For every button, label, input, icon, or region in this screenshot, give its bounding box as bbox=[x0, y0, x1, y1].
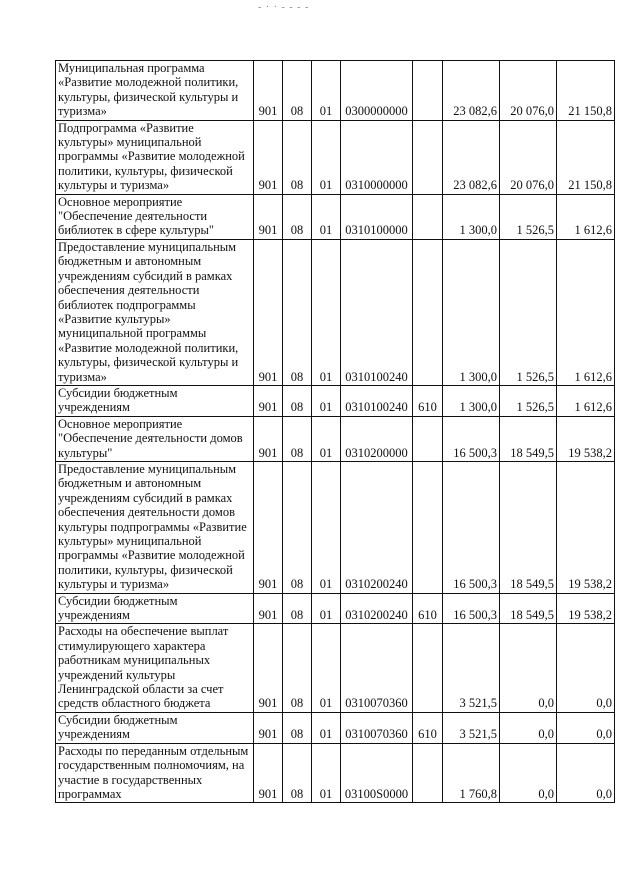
rz-cell: 08 bbox=[283, 593, 312, 624]
vr-cell bbox=[413, 61, 443, 121]
vr-cell: 610 bbox=[413, 593, 443, 624]
year3-cell: 21 150,8 bbox=[557, 61, 615, 121]
rz-cell: 08 bbox=[283, 624, 312, 712]
year2-cell: 18 549,5 bbox=[500, 593, 557, 624]
csr-cell: 0310070360 bbox=[341, 624, 413, 712]
vr-cell: 610 bbox=[413, 712, 443, 743]
row-name-cell: Субсидии бюджетным учреждениям bbox=[56, 593, 254, 624]
gr-cell: 901 bbox=[254, 194, 283, 239]
row-name-cell: Расходы на обеспечение выплат стимулирующего характера работникам муниципальных учреждений культуры Ленинградской области за счет средств областного бюджета bbox=[56, 624, 254, 712]
gr-cell: 901 bbox=[254, 712, 283, 743]
gr-cell: 901 bbox=[254, 624, 283, 712]
vr-cell bbox=[413, 743, 443, 803]
year3-cell: 0,0 bbox=[557, 743, 615, 803]
year1-cell: 16 500,3 bbox=[443, 461, 500, 593]
year1-cell: 16 500,3 bbox=[443, 593, 500, 624]
csr-cell: 0310070360 bbox=[341, 712, 413, 743]
gr-cell: 901 bbox=[254, 61, 283, 121]
row-name-cell: Подпрограмма «Развитие культуры» муниципальной программы «Развитие молодежной политики, культуры, физической культуры и туризма» bbox=[56, 120, 254, 194]
year1-cell: 16 500,3 bbox=[443, 416, 500, 461]
csr-cell: 0310100000 bbox=[341, 194, 413, 239]
rz-cell: 08 bbox=[283, 461, 312, 593]
pr-cell: 01 bbox=[312, 61, 341, 121]
vr-cell: 610 bbox=[413, 385, 443, 416]
csr-cell: 0310200240 bbox=[341, 461, 413, 593]
table-row bbox=[56, 712, 615, 743]
row-name-cell: Основное мероприятие "Обеспечение деятельности библиотек в сфере культуры" bbox=[56, 194, 254, 239]
vr-cell bbox=[413, 624, 443, 712]
row-name-cell: Муниципальная программа «Развитие молодежной политики, культуры, физической культуры и туризма» bbox=[56, 61, 254, 121]
row-name-cell: Основное мероприятие "Обеспечение деятельности домов культуры" bbox=[56, 416, 254, 461]
csr-cell: 03100S0000 bbox=[341, 743, 413, 803]
csr-cell: 0310200000 bbox=[341, 416, 413, 461]
gr-cell: 901 bbox=[254, 593, 283, 624]
pr-cell: 01 bbox=[312, 624, 341, 712]
row-name-cell: Субсидии бюджетным учреждениям bbox=[56, 385, 254, 416]
year2-cell: 0,0 bbox=[500, 712, 557, 743]
year1-cell: 1 300,0 bbox=[443, 385, 500, 416]
year2-cell: 0,0 bbox=[500, 743, 557, 803]
vr-cell bbox=[413, 461, 443, 593]
year3-cell: 21 150,8 bbox=[557, 120, 615, 194]
pr-cell: 01 bbox=[312, 194, 341, 239]
vr-cell bbox=[413, 239, 443, 385]
rz-cell: 08 bbox=[283, 712, 312, 743]
year2-cell: 1 526,5 bbox=[500, 385, 557, 416]
year3-cell: 19 538,2 bbox=[557, 593, 615, 624]
vr-cell bbox=[413, 194, 443, 239]
gr-cell: 901 bbox=[254, 416, 283, 461]
gr-cell: 901 bbox=[254, 743, 283, 803]
year1-cell: 1 760,8 bbox=[443, 743, 500, 803]
gr-cell: 901 bbox=[254, 385, 283, 416]
rz-cell: 08 bbox=[283, 120, 312, 194]
pr-cell: 01 bbox=[312, 239, 341, 385]
year1-cell: 23 082,6 bbox=[443, 61, 500, 121]
table-row bbox=[56, 593, 615, 624]
year1-cell: 1 300,0 bbox=[443, 194, 500, 239]
rz-cell: 08 bbox=[283, 385, 312, 416]
table-row bbox=[56, 743, 615, 803]
csr-cell: 0310000000 bbox=[341, 120, 413, 194]
rz-cell: 08 bbox=[283, 239, 312, 385]
rz-cell: 08 bbox=[283, 743, 312, 803]
pr-cell: 01 bbox=[312, 712, 341, 743]
budget-table bbox=[55, 60, 615, 803]
pr-cell: 01 bbox=[312, 385, 341, 416]
table-row bbox=[56, 461, 615, 593]
table-row bbox=[56, 120, 615, 194]
table-row bbox=[56, 194, 615, 239]
vr-cell bbox=[413, 416, 443, 461]
year2-cell: 0,0 bbox=[500, 624, 557, 712]
year2-cell: 1 526,5 bbox=[500, 194, 557, 239]
pr-cell: 01 bbox=[312, 461, 341, 593]
table-row bbox=[56, 416, 615, 461]
year3-cell: 0,0 bbox=[557, 624, 615, 712]
table-row bbox=[56, 385, 615, 416]
csr-cell: 0310100240 bbox=[341, 385, 413, 416]
row-name-cell: Предоставление муниципальным бюджетным и автономным учреждениям субсидий в рамках обеспечения деятельности библиотек подпрограммы «Развитие культуры» муниципальной программы «Развитие молодежной политики, культуры, физической культуры и туризма» bbox=[56, 239, 254, 385]
year3-cell: 19 538,2 bbox=[557, 416, 615, 461]
year2-cell: 20 076,0 bbox=[500, 61, 557, 121]
row-name-cell: Расходы по переданным отдельным государственным полномочиям, на участие в государственных программах bbox=[56, 743, 254, 803]
table-row bbox=[56, 239, 615, 385]
year1-cell: 3 521,5 bbox=[443, 624, 500, 712]
csr-cell: 0310100240 bbox=[341, 239, 413, 385]
pr-cell: 01 bbox=[312, 743, 341, 803]
vr-cell bbox=[413, 120, 443, 194]
year1-cell: 3 521,5 bbox=[443, 712, 500, 743]
gr-cell: 901 bbox=[254, 461, 283, 593]
pr-cell: 01 bbox=[312, 416, 341, 461]
table-row bbox=[56, 61, 615, 121]
rz-cell: 08 bbox=[283, 194, 312, 239]
gr-cell: 901 bbox=[254, 239, 283, 385]
year2-cell: 18 549,5 bbox=[500, 461, 557, 593]
header-marks: - · · - - - - bbox=[258, 2, 310, 13]
year3-cell: 1 612,6 bbox=[557, 194, 615, 239]
row-name-cell: Предоставление муниципальным бюджетным и автономным учреждениям субсидий в рамках обеспечения деятельности домов культуры подпрограммы «Развитие культуры» муниципальной программы «Развитие молодежной политики, культуры, физической культуры и туризма» bbox=[56, 461, 254, 593]
year2-cell: 18 549,5 bbox=[500, 416, 557, 461]
row-name-cell: Субсидии бюджетным учреждениям bbox=[56, 712, 254, 743]
year2-cell: 20 076,0 bbox=[500, 120, 557, 194]
year3-cell: 19 538,2 bbox=[557, 461, 615, 593]
year1-cell: 1 300,0 bbox=[443, 239, 500, 385]
gr-cell: 901 bbox=[254, 120, 283, 194]
csr-cell: 0300000000 bbox=[341, 61, 413, 121]
pr-cell: 01 bbox=[312, 120, 341, 194]
year1-cell: 23 082,6 bbox=[443, 120, 500, 194]
year3-cell: 1 612,6 bbox=[557, 385, 615, 416]
rz-cell: 08 bbox=[283, 416, 312, 461]
year2-cell: 1 526,5 bbox=[500, 239, 557, 385]
pr-cell: 01 bbox=[312, 593, 341, 624]
table-row bbox=[56, 624, 615, 712]
year3-cell: 0,0 bbox=[557, 712, 615, 743]
year3-cell: 1 612,6 bbox=[557, 239, 615, 385]
csr-cell: 0310200240 bbox=[341, 593, 413, 624]
rz-cell: 08 bbox=[283, 61, 312, 121]
